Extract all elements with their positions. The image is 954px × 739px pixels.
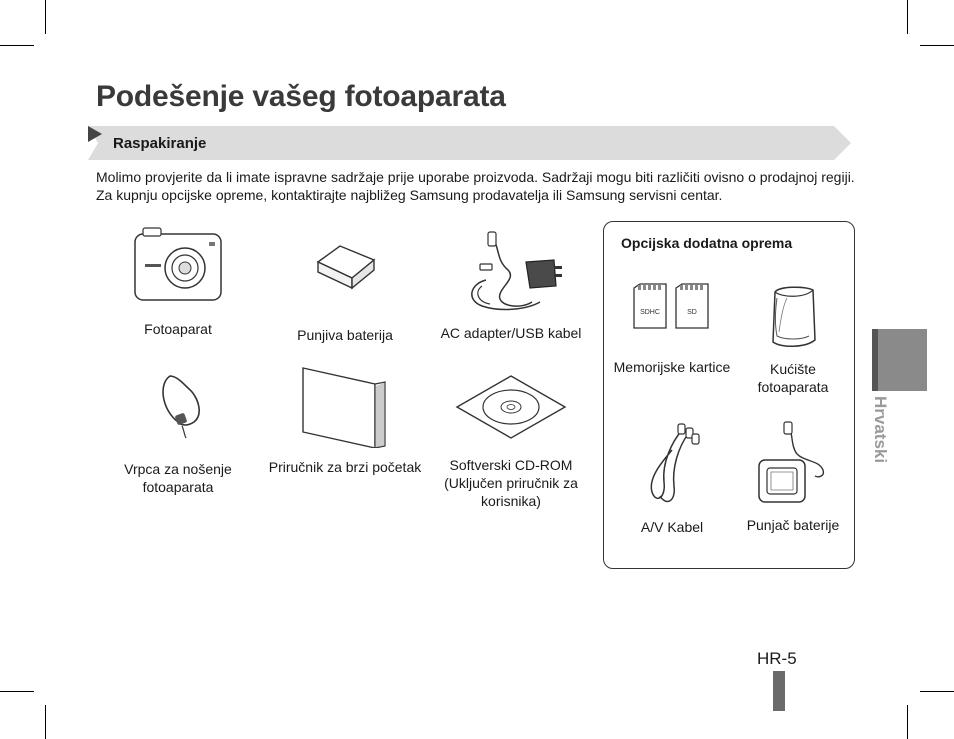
crop-mark bbox=[0, 691, 34, 692]
crop-mark bbox=[907, 705, 908, 739]
item-label: AC adapter/USB kabel bbox=[440, 325, 582, 341]
item-label: Punjač baterije bbox=[746, 517, 840, 533]
item-label: A/V Kabel bbox=[640, 519, 704, 535]
page-title: Podešenje vašeg fotoaparata bbox=[96, 80, 506, 113]
language-label: Hrvatski bbox=[871, 396, 890, 464]
section-header bbox=[88, 126, 851, 160]
item-label: Softverski CD-ROM (Uključen priručnik za korisnika) bbox=[444, 457, 578, 509]
section-title: Raspakiranje bbox=[113, 135, 207, 152]
item-label: Kućište fotoaparata bbox=[757, 361, 829, 395]
page-number: HR-5 bbox=[757, 649, 797, 668]
card-label-sdhc: SDHC bbox=[640, 309, 660, 316]
battery-icon bbox=[310, 240, 380, 296]
item-av-cable bbox=[624, 422, 720, 536]
av-cable-icon bbox=[642, 422, 702, 506]
item-memory-cards bbox=[606, 282, 738, 376]
battery-charger-icon bbox=[753, 420, 833, 506]
crop-mark bbox=[0, 45, 34, 46]
crop-mark bbox=[920, 45, 954, 46]
item-battery bbox=[280, 240, 410, 344]
item-ac-adapter bbox=[434, 230, 588, 342]
intro-text: Molimo provjerite da li imate ispravne sadržaje prije uporabe proizvoda. Sadržaji mogu biti različiti ovisno o prodajnoj regiji. Za kupnju opcijske opreme, kontaktirajte najbližeg Samsung prodavatelja ili Samsung servisni centar. bbox=[96, 169, 855, 203]
crop-mark bbox=[45, 705, 46, 739]
item-label: Punjiva baterija bbox=[297, 327, 393, 343]
manual-icon bbox=[299, 366, 391, 448]
optional-accessories-box bbox=[603, 221, 855, 569]
ac-adapter-icon bbox=[456, 230, 566, 316]
crop-mark bbox=[920, 691, 954, 692]
item-label: Memorijske kartice bbox=[613, 359, 731, 375]
item-camera-case bbox=[736, 284, 850, 396]
item-camera bbox=[118, 224, 238, 338]
optional-title: Opcijska dodatna oprema bbox=[621, 235, 793, 251]
memory-card-icon bbox=[632, 282, 712, 330]
cd-rom-icon bbox=[455, 374, 567, 440]
crop-mark bbox=[907, 0, 908, 34]
crop-mark bbox=[45, 0, 46, 34]
item-label: Vrpca za nošenje fotoaparata bbox=[124, 461, 232, 495]
strap-icon bbox=[148, 370, 208, 440]
page-tab bbox=[773, 671, 785, 711]
item-label: Priručnik za brzi početak bbox=[268, 459, 422, 475]
item-battery-charger bbox=[734, 420, 852, 534]
item-manual bbox=[264, 366, 426, 476]
item-label: Fotoaparat bbox=[144, 321, 212, 337]
next-arrow-icon bbox=[88, 126, 102, 142]
camera-icon bbox=[131, 224, 225, 306]
language-tab bbox=[872, 329, 927, 391]
language-tab-stripe bbox=[872, 329, 878, 391]
item-cd-rom bbox=[436, 374, 586, 510]
item-strap bbox=[108, 370, 248, 496]
card-label-sd: SD bbox=[687, 309, 697, 316]
camera-case-icon bbox=[765, 284, 821, 350]
